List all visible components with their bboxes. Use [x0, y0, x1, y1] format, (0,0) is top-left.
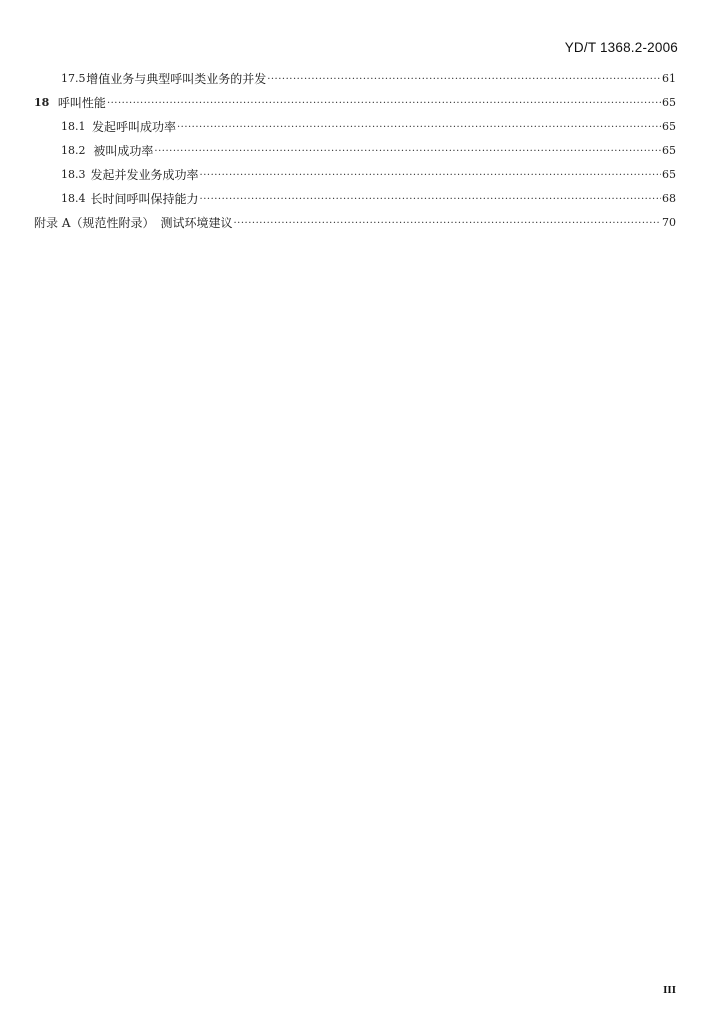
- toc-entry-page: 61: [662, 72, 676, 85]
- toc-entry-page: 70: [662, 216, 676, 229]
- toc-entry-number: 17.5: [61, 72, 86, 85]
- toc-entry-18-2: [0, 142, 676, 160]
- document-id-header: YD/T 1368.2-2006: [564, 40, 678, 55]
- toc-entry-17-5: [0, 70, 676, 88]
- toc-entry-18-1: [0, 118, 676, 136]
- toc-entry-title: 呼叫性能: [57, 96, 106, 110]
- toc-entry-number: 18: [34, 96, 50, 109]
- toc-dot-leader: [267, 72, 661, 88]
- toc-entry-page: 65: [662, 96, 676, 109]
- toc-dot-leader: [154, 144, 661, 160]
- toc-entry-18: [0, 94, 676, 112]
- toc-dot-leader: [177, 120, 661, 136]
- toc-entry-number: 附录 A: [34, 216, 71, 230]
- toc-dot-leader: [200, 192, 661, 208]
- toc-entry-title: 被叫成功率: [93, 144, 154, 158]
- toc-entry-page: 65: [662, 168, 676, 181]
- toc-dot-leader: [234, 216, 662, 232]
- toc-entry-number: 18.4: [61, 192, 86, 205]
- toc-entry-number: 18.3: [61, 168, 86, 181]
- toc-dot-leader: [200, 168, 661, 184]
- toc-entry-number: 18.1: [61, 120, 86, 133]
- toc-entry-title: 长时间呼叫保持能力: [90, 192, 199, 206]
- page-number: III: [663, 984, 676, 996]
- toc-entry-page: 68: [662, 192, 676, 205]
- toc-entry-number: 18.2: [61, 144, 86, 157]
- toc-dot-leader: [107, 96, 661, 112]
- toc-entry-title: 增值业务与典型呼叫类业务的并发: [86, 72, 267, 86]
- toc-entry-title: 发起呼叫成功率: [91, 120, 176, 134]
- toc-entry-18-3: [0, 166, 676, 184]
- toc-entry-title: （规范性附录） 测试环境建议: [70, 216, 233, 230]
- toc-entry-18-4: [0, 190, 676, 208]
- toc-entry-appendix-a: [0, 214, 676, 232]
- toc-entry-page: 65: [662, 120, 676, 133]
- toc-entry-page: 65: [662, 144, 676, 157]
- toc-entry-title: 发起并发业务成功率: [90, 168, 199, 182]
